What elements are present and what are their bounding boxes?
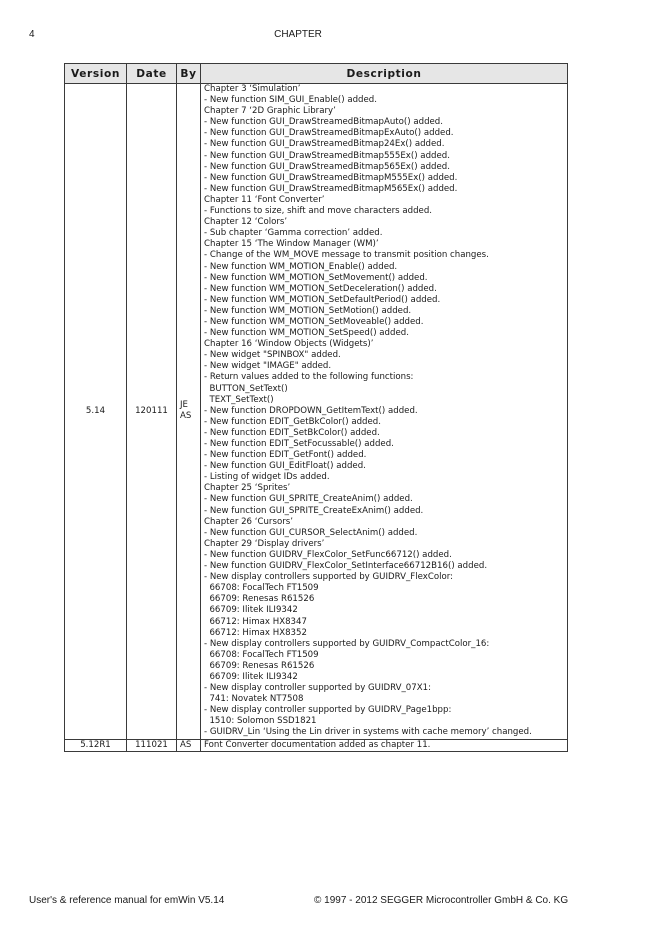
description-line: - New function WM_MOTION_Enable() added. — [204, 261, 398, 272]
description-line: - GUIDRV_Lin ‘Using the Lin driver in systems with cache memory’ changed. — [204, 727, 532, 738]
description-line: Chapter 11 ‘Font Converter’ — [204, 194, 325, 205]
description-line: 66709: Renesas R61526 — [204, 660, 315, 671]
description-line: 66708: FocalTech FT1509 — [204, 583, 319, 594]
description-line: - Sub chapter ‘Gamma correction’ added. — [204, 228, 383, 239]
description-line: - New function GUI_DrawStreamedBitmapM565Ex() added. — [204, 183, 458, 194]
date-cell: 111021 — [127, 739, 177, 751]
description-line: - New function DROPDOWN_GetItemText() added. — [204, 405, 418, 416]
description-line: JE — [180, 400, 188, 411]
description-line: - New function GUI_DrawStreamedBitmap24Ex() added. — [204, 139, 445, 150]
description-line: - New function GUI_EditFloat() added. — [204, 461, 366, 472]
description-line: Chapter 25 ‘Sprites’ — [204, 483, 291, 494]
description-line: Chapter 3 ‘Simulation’ — [204, 84, 301, 94]
description-line: - New function WM_MOTION_SetMovement() added. — [204, 272, 428, 283]
description-line: Chapter 29 ‘Display drivers’ — [204, 538, 325, 549]
description-line: 66709: Ilitek ILI9342 — [204, 671, 298, 682]
column-header-description: Description — [201, 64, 568, 84]
description-line: 66712: Himax HX8347 — [204, 616, 307, 627]
description-line: - New display controller supported by GUIDRV_07X1: — [204, 683, 431, 694]
version-cell: 5.12R1 — [65, 739, 127, 751]
description-line: - New function GUI_DrawStreamedBitmapAuto() added. — [204, 117, 443, 128]
description-line: BUTTON_SetText() — [204, 383, 288, 394]
description-line: 66709: Ilitek ILI9342 — [204, 605, 298, 616]
description-line: - Change of the WM_MOVE message to transmit position changes. — [204, 250, 489, 261]
description-line: - New function GUI_DrawStreamedBitmap555Ex() added. — [204, 150, 450, 161]
version-cell: 5.14 — [65, 84, 127, 740]
page-number: 4 — [29, 29, 35, 40]
table-header-row — [65, 64, 568, 84]
description-line: - New function GUI_DrawStreamedBitmap565Ex() added. — [204, 161, 450, 172]
description-line: - New function EDIT_GetBkColor() added. — [204, 416, 381, 427]
description-line: AS — [180, 411, 192, 422]
column-header-version: Version — [65, 64, 127, 84]
description-line: - New widget "SPINBOX" added. — [204, 350, 341, 361]
description-line: - Functions to size, shift and move characters added. — [204, 206, 433, 217]
description-line: - Return values added to the following functions: — [204, 372, 414, 383]
description-line: 66712: Himax HX8352 — [204, 627, 307, 638]
description-line: - New function GUI_DrawStreamedBitmapM555Ex() added. — [204, 172, 458, 183]
description-line: - New function EDIT_GetFont() added. — [204, 450, 367, 461]
revision-history-table — [64, 63, 568, 752]
description-line: 66708: FocalTech FT1509 — [204, 649, 319, 660]
description-line: AS — [180, 739, 192, 750]
description-line: - New function GUI_DrawStreamedBitmapExAuto() added. — [204, 128, 454, 139]
description-line: Chapter 15 ‘The Window Manager (WM)’ — [204, 239, 379, 250]
description-line: Chapter 12 ‘Colors’ — [204, 217, 288, 228]
description-line: - New function GUIDRV_FlexColor_SetFunc66712() added. — [204, 549, 452, 560]
description-line: - New function GUI_CURSOR_SelectAnim() added. — [204, 527, 418, 538]
description-line: - New function GUI_SPRITE_CreateAnim() added. — [204, 494, 413, 505]
description-line: 66709: Renesas R61526 — [204, 594, 315, 605]
description-line: Font Converter documentation added as chapter 11. — [204, 739, 431, 750]
description-line: - New display controllers supported by GUIDRV_CompactColor_16: — [204, 638, 490, 649]
description-line: - New function GUI_SPRITE_CreateExAnim() added. — [204, 505, 424, 516]
description-line: - New display controller supported by GUIDRV_Page1bpp: — [204, 705, 452, 716]
description-cell — [201, 84, 568, 740]
description-line: - New function WM_MOTION_SetDeceleration() added. — [204, 283, 437, 294]
footer-copyright: © 1997 - 2012 SEGGER Microcontroller GmbH & Co. KG — [314, 895, 569, 906]
description-line: - New function EDIT_SetBkColor() added. — [204, 427, 380, 438]
description-line: - New function EDIT_SetFocussable() added. — [204, 439, 394, 449]
description-line: - New function WM_MOTION_SetSpeed() added. — [204, 328, 409, 339]
chapter-header: CHAPTER — [274, 29, 322, 40]
description-line: - New function SIM_GUI_Enable() added. — [204, 95, 377, 106]
description-line: - New display controllers supported by GUIDRV_FlexColor: — [204, 572, 454, 583]
footer-manual-title: User's & reference manual for emWin V5.14 — [29, 895, 225, 906]
description-line: - New function WM_MOTION_SetMoveable() added. — [204, 316, 424, 327]
description-line: TEXT_SetText() — [204, 394, 274, 405]
date-cell: 120111 — [127, 84, 177, 740]
description-line: 741: Novatek NT7508 — [204, 694, 304, 705]
description-line: - New function WM_MOTION_SetDefaultPeriod() added. — [204, 294, 441, 305]
description-line: Chapter 7 ‘2D Graphic Library’ — [204, 106, 336, 117]
description-line: - New function WM_MOTION_SetMotion() added. — [204, 305, 412, 316]
description-line: - New function GUIDRV_FlexColor_SetInterface66712B16() added. — [204, 561, 488, 572]
description-line: - New widget "IMAGE" added. — [204, 361, 332, 372]
table-row — [65, 84, 568, 740]
column-header-by: By — [177, 64, 201, 84]
description-line: Chapter 16 ‘Window Objects (Widgets)’ — [204, 339, 374, 350]
description-line: 1510: Solomon SSD1821 — [204, 716, 317, 727]
author-cell — [177, 739, 201, 751]
author-cell — [177, 84, 201, 740]
description-line: - Listing of widget IDs added. — [204, 472, 330, 483]
description-line: Chapter 26 ‘Cursors’ — [204, 516, 293, 527]
column-header-date: Date — [127, 64, 177, 84]
description-cell — [201, 739, 568, 751]
table-row — [65, 739, 568, 751]
